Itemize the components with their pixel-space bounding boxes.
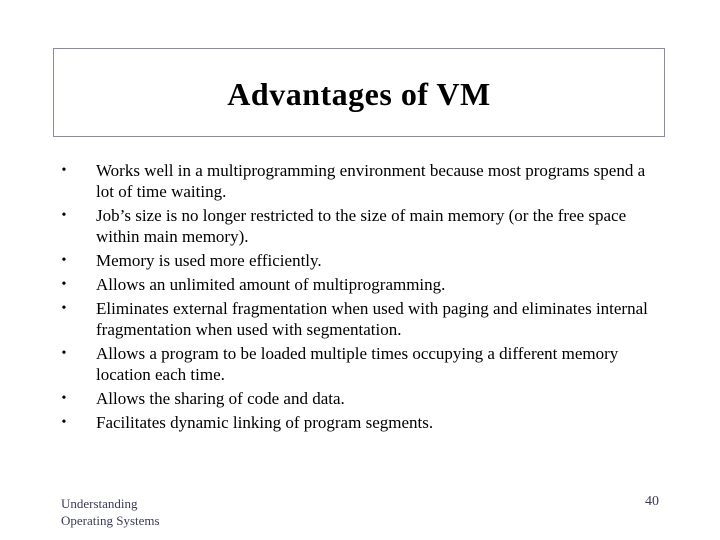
bullet-text: Allows the sharing of code and data. <box>96 389 345 408</box>
footer-line-2: Operating Systems <box>61 513 160 528</box>
bullet-icon: • <box>61 415 67 430</box>
bullet-item <box>58 388 658 409</box>
bullet-text: Works well in a multiprogramming environment because most programs spend a lot of time waiting. <box>96 161 646 201</box>
bullet-item <box>58 250 658 271</box>
bullet-icon: • <box>61 346 67 361</box>
bullet-icon: • <box>61 391 67 406</box>
bullet-item <box>58 160 658 202</box>
bullet-icon: • <box>61 163 67 178</box>
bullet-item <box>58 412 658 433</box>
bullet-text: Facilitates dynamic linking of program segments. <box>96 413 434 432</box>
bullet-item <box>58 343 658 385</box>
bullet-icon: • <box>61 277 67 292</box>
bullet-list <box>58 160 658 436</box>
bullet-item <box>58 298 658 340</box>
title-box <box>53 48 665 137</box>
bullet-text: Allows an unlimited amount of multiprogramming. <box>96 275 446 294</box>
bullet-text: Memory is used more efficiently. <box>96 251 322 270</box>
bullet-item <box>58 274 658 295</box>
bullet-icon: • <box>61 208 67 223</box>
bullet-icon: • <box>61 301 67 316</box>
bullet-item <box>58 205 658 247</box>
bullet-icon: • <box>61 253 67 268</box>
footer-line-1: Understanding <box>61 496 138 511</box>
slide-title: Advantages of VM <box>227 76 491 112</box>
bullet-text: Eliminates external fragmentation when used with paging and eliminates internal fragmentation when used with segmentation. <box>96 299 648 339</box>
footer-source <box>61 495 160 529</box>
page-number: 40 <box>645 494 659 509</box>
bullet-text: Job’s size is no longer restricted to the size of main memory (or the free space within main memory). <box>96 206 627 246</box>
bullet-text: Allows a program to be loaded multiple times occupying a different memory location each time. <box>96 344 619 384</box>
